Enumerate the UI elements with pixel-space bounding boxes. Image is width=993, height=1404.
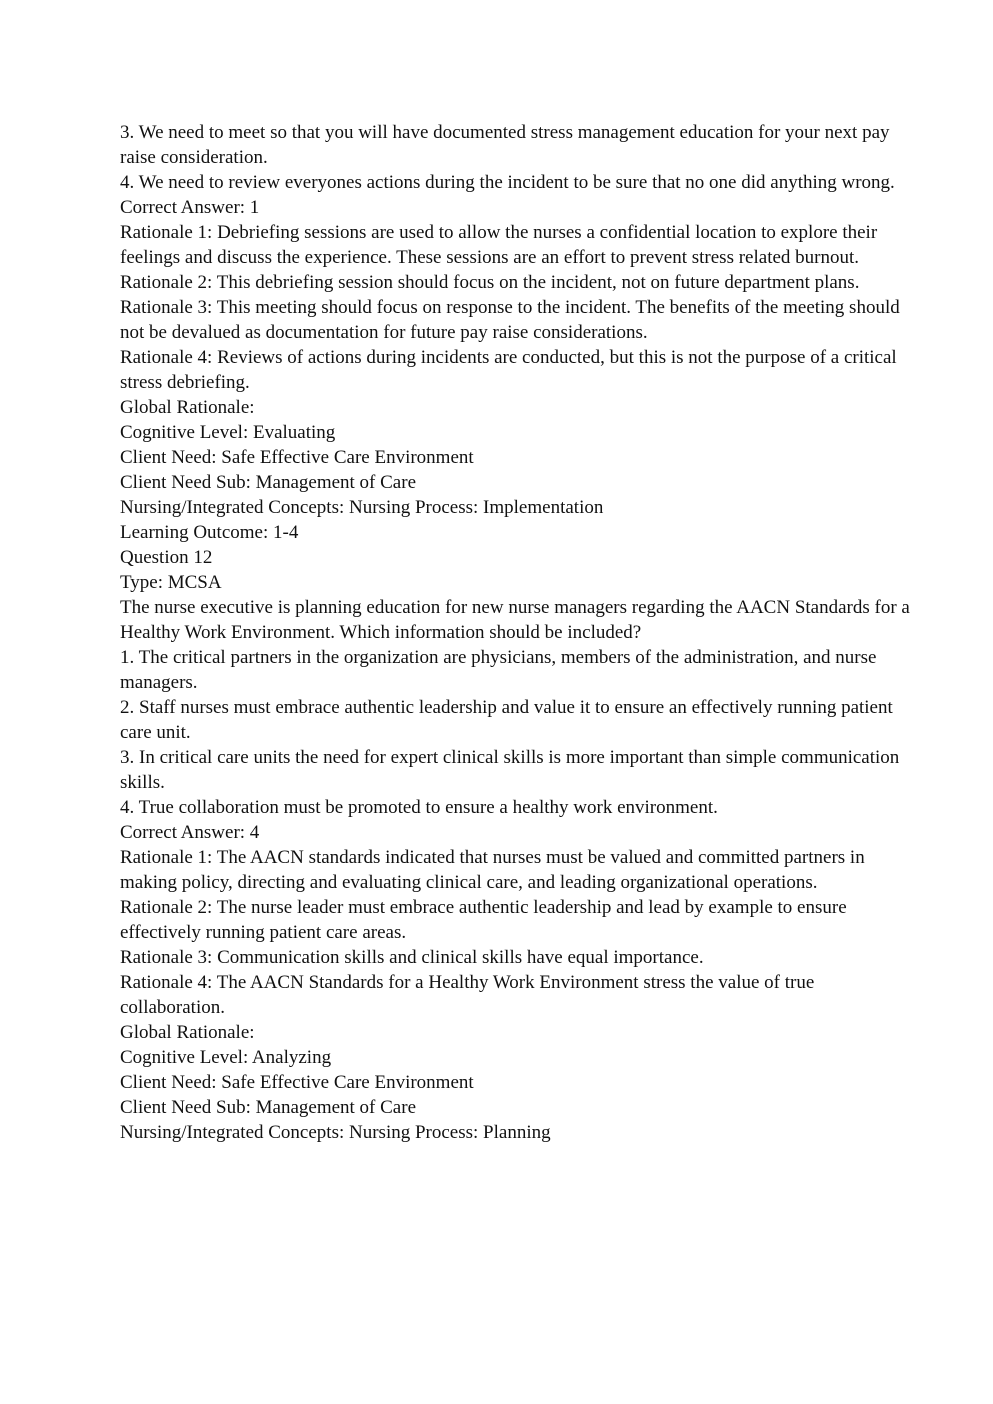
document-page: [120, 120, 910, 1145]
answer-option-4: 4. We need to review everyones actions during the incident to be sure that no one did anything wrong.: [120, 172, 895, 193]
rationale-2: Rationale 2: This debriefing session should focus on the incident, not on future department plans.: [120, 272, 860, 293]
answer-option-4: 4. True collaboration must be promoted to ensure a healthy work environment.: [120, 797, 718, 818]
client-need: Client Need: Safe Effective Care Environment: [120, 1072, 474, 1093]
client-need-sub: Client Need Sub: Management of Care: [120, 1097, 417, 1118]
integrated-concepts: Nursing/Integrated Concepts: Nursing Process: Implementation: [120, 497, 604, 518]
rationale-1: Rationale 1: Debriefing sessions are used to allow the nurses a confidential location to explore their feelings and discuss the experience. These sessions are an effort to prevent stress related burnout.: [120, 222, 878, 268]
rationale-2: Rationale 2: The nurse leader must embrace authentic leadership and lead by example to ensure effectively running patient care areas.: [120, 897, 847, 943]
client-need-sub: Client Need Sub: Management of Care: [120, 472, 417, 493]
correct-answer: Correct Answer: 4: [120, 822, 260, 843]
answer-option-1: 1. The critical partners in the organization are physicians, members of the administration, and nurse managers.: [120, 647, 877, 693]
rationale-3: Rationale 3: Communication skills and clinical skills have equal importance.: [120, 947, 704, 968]
answer-option-2: 2. Staff nurses must embrace authentic leadership and value it to ensure an effectively running patient care unit.: [120, 697, 893, 743]
question-stem: The nurse executive is planning education for new nurse managers regarding the AACN Standards for a Healthy Work Environment. Which information should be included?: [120, 597, 910, 643]
rationale-4: Rationale 4: The AACN Standards for a Healthy Work Environment stress the value of true collaboration.: [120, 972, 815, 1018]
rationale-1: Rationale 1: The AACN standards indicated that nurses must be valued and committed partners in making policy, directing and evaluating clinical care, and leading organizational operations.: [120, 847, 865, 893]
global-rationale: Global Rationale:: [120, 1022, 255, 1043]
global-rationale: Global Rationale:: [120, 397, 255, 418]
cognitive-level: Cognitive Level: Analyzing: [120, 1047, 332, 1068]
question-number: Question 12: [120, 547, 213, 568]
correct-answer: Correct Answer: 1: [120, 197, 260, 218]
integrated-concepts: Nursing/Integrated Concepts: Nursing Process: Planning: [120, 1122, 551, 1143]
question-type: Type: MCSA: [120, 572, 222, 593]
rationale-4: Rationale 4: Reviews of actions during incidents are conducted, but this is not the purpose of a critical stress debriefing.: [120, 347, 897, 393]
answer-option-3: 3. In critical care units the need for expert clinical skills is more important than simple communication skills.: [120, 747, 900, 793]
cognitive-level: Cognitive Level: Evaluating: [120, 422, 336, 443]
answer-option-3: 3. We need to meet so that you will have documented stress management education for your next pay raise consideration.: [120, 122, 890, 168]
learning-outcome: Learning Outcome: 1-4: [120, 522, 299, 543]
rationale-3: Rationale 3: This meeting should focus on response to the incident. The benefits of the meeting should not be devalued as documentation for future pay raise considerations.: [120, 297, 900, 343]
client-need: Client Need: Safe Effective Care Environment: [120, 447, 474, 468]
